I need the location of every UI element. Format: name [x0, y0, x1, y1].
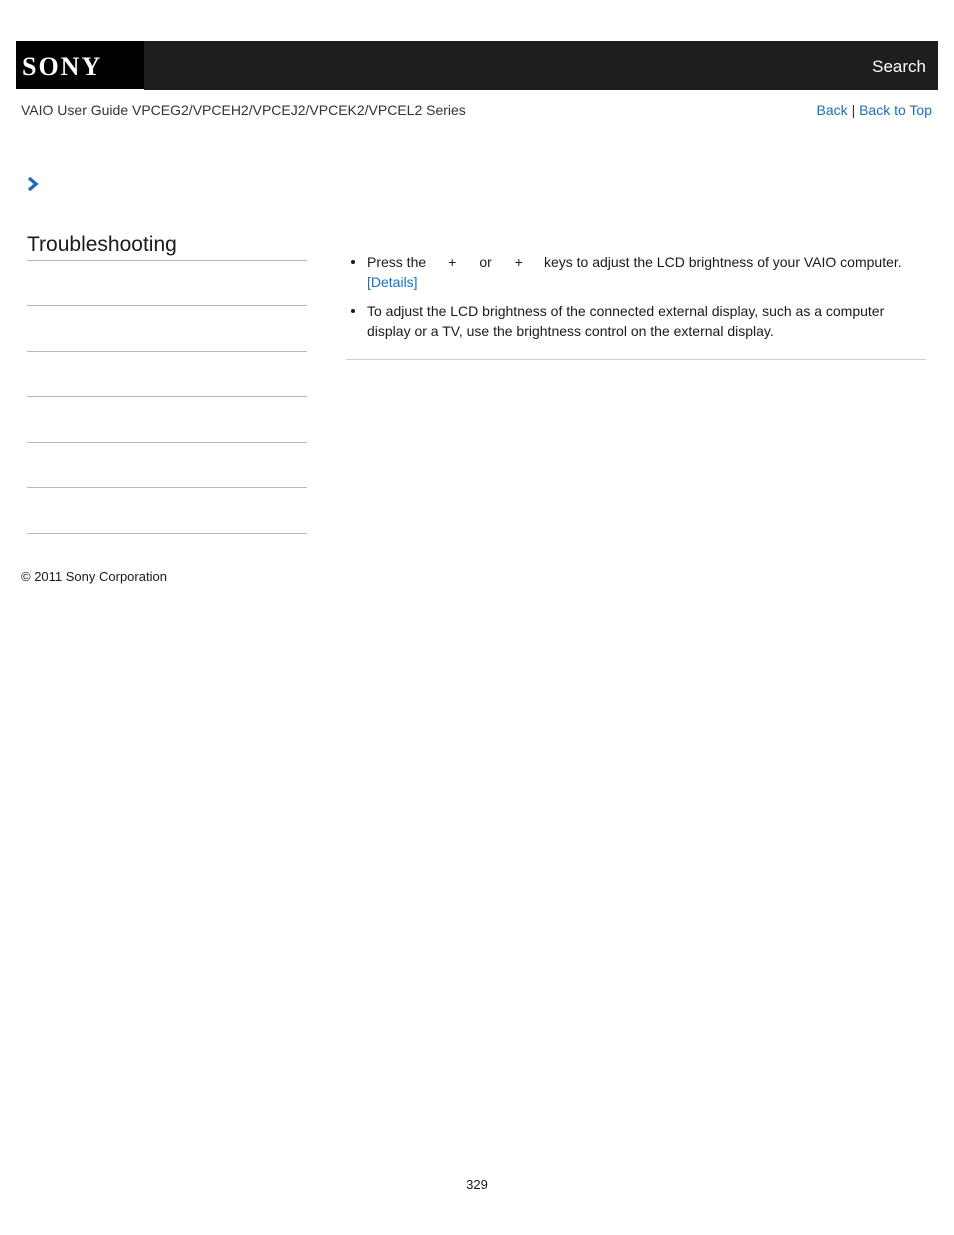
sony-logo[interactable] [16, 41, 144, 90]
copyright: © 2011 Sony Corporation [21, 569, 167, 584]
details-link[interactable]: [Details] [367, 274, 418, 290]
item1-or: or [479, 254, 492, 270]
sidebar-divider [27, 305, 307, 306]
tips-list [346, 252, 926, 341]
list-item [346, 252, 926, 292]
sidebar-divider [27, 533, 307, 534]
item1-plus-2: + [514, 254, 523, 270]
back-link[interactable]: Back [816, 102, 848, 118]
sidebar-title: Troubleshooting [27, 233, 177, 256]
sidebar-divider [27, 487, 307, 488]
nav-separator: | [851, 102, 856, 118]
content-divider [346, 359, 926, 360]
back-to-top-link[interactable]: Back to Top [859, 102, 932, 118]
list-item: To adjust the LCD brightness of the connected external display, such as a computer display or a TV, use the brightness control on the external display. [346, 301, 926, 341]
item1-rest: keys to adjust the LCD brightness of your VAIO computer. [543, 254, 902, 270]
sidebar-divider [27, 260, 307, 261]
guide-title: VAIO User Guide VPCEG2/VPCEH2/VPCEJ2/VPCEK2/VPCEL2 Series [21, 102, 466, 118]
top-nav [817, 102, 932, 118]
page-number: 329 [466, 1177, 488, 1192]
chevron-right-icon[interactable] [26, 176, 40, 192]
search-link[interactable]: Search [872, 57, 926, 76]
item1-press-the: Press the [367, 254, 427, 270]
sidebar-divider [27, 351, 307, 352]
logo-text: SONY [22, 52, 103, 81]
item1-plus-1: + [448, 254, 457, 270]
sidebar-divider [27, 396, 307, 397]
main-content [346, 252, 926, 350]
sidebar-divider [27, 442, 307, 443]
header-bar [16, 41, 938, 90]
